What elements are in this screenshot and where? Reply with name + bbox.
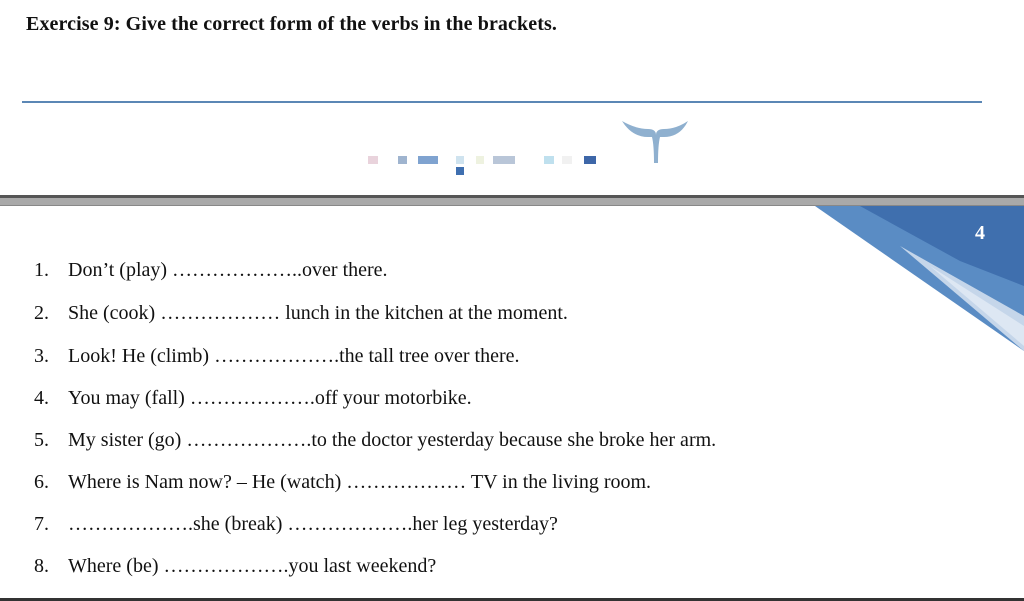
list-item: [34, 429, 716, 452]
page-break: [0, 198, 1024, 205]
list-item: [34, 259, 388, 282]
item-number: 7.: [34, 513, 49, 535]
item-number: 3.: [34, 345, 49, 367]
item-text: Where (be) ……………….you last weekend?: [68, 555, 437, 577]
item-number: 4.: [34, 387, 49, 409]
pixelated-decoration: [368, 154, 608, 180]
list-item: [34, 471, 651, 494]
item-text: Where is Nam now? – He (watch) ……………… TV in the living room.: [68, 471, 652, 493]
item-text: Look! He (climb) ……………….the tall tree over there.: [68, 345, 520, 367]
list-item: [34, 387, 472, 410]
header-rule: [22, 101, 982, 103]
ornament-icon: [618, 115, 694, 165]
list-item: [34, 302, 568, 325]
item-number: 5.: [34, 429, 49, 451]
item-number: 8.: [34, 555, 49, 577]
list-item: [34, 513, 558, 536]
list-item: [34, 345, 520, 368]
exercise-title: Exercise 9: Give the correct form of the verbs in the brackets.: [26, 13, 557, 35]
item-text: She (cook) ……………… lunch in the kitchen at the moment.: [68, 302, 568, 324]
item-number: 6.: [34, 471, 49, 493]
corner-decoration: [0, 206, 1024, 366]
item-number: 1.: [34, 259, 49, 281]
item-text: ……………….she (break) ……………….her leg yesterday?: [68, 513, 558, 535]
item-number: 2.: [34, 302, 49, 324]
item-text: My sister (go) ……………….to the doctor yesterday because she broke her arm.: [68, 429, 717, 451]
page-number: 4: [975, 222, 985, 244]
item-text: Don’t (play) ………………..over there.: [68, 259, 388, 281]
list-item: [34, 555, 436, 578]
item-text: You may (fall) ……………….off your motorbike.: [68, 387, 472, 409]
